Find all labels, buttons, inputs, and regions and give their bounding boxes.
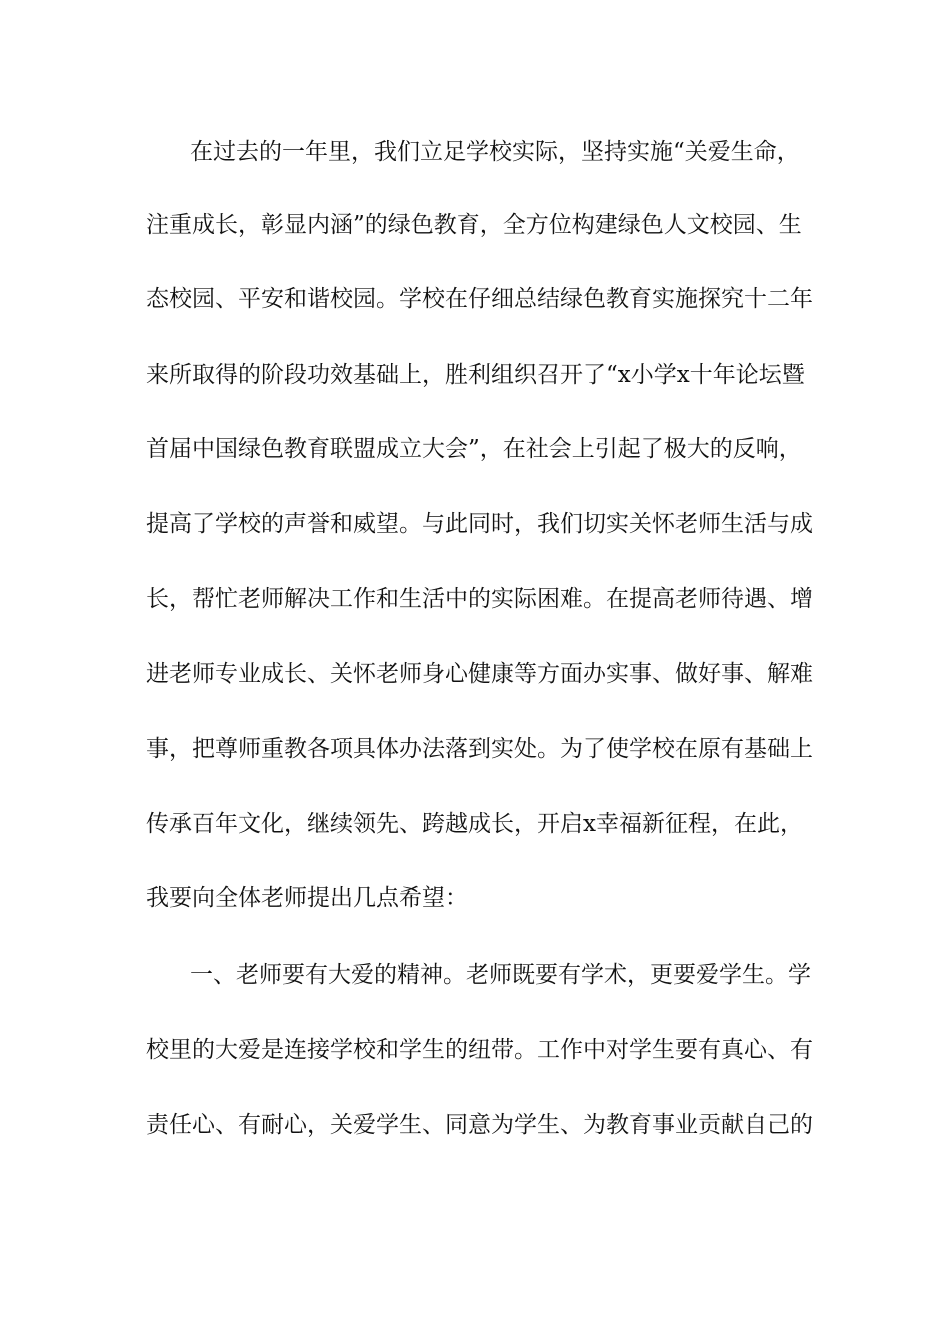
paragraph-line: 长，帮忙老师解决工作和生活中的实际困难。在提高老师待遇、增	[146, 586, 813, 612]
paragraph-line: 传承百年文化，继续领先、跨越成长，开启x幸福新征程，在此，	[146, 811, 803, 837]
paragraph-line: 态校园、平安和谐校园。学校在仔细总结绿色教育实施探究十二年	[146, 286, 813, 312]
paragraph-line: 提高了学校的声誉和威望。与此同时，我们切实关怀老师生活与成	[146, 511, 813, 537]
paragraph-line: 注重成长，彰显内涵”的绿色教育，全方位构建绿色人文校园、生	[146, 212, 802, 238]
paragraph-line: 来所取得的阶段功效基础上，胜利组织召开了“x小学x十年论坛暨	[146, 362, 805, 388]
paragraph-line: 校里的大爱是连接学校和学生的纽带。工作中对学生要有真心、有	[146, 1037, 813, 1063]
paragraph-line: 一、老师要有大爱的精神。老师既要有学术，更要爱学生。学	[190, 962, 811, 988]
paragraph-line: 进老师专业成长、关怀老师身心健康等方面办实事、做好事、解难	[146, 661, 813, 687]
paragraph-line: 首届中国绿色教育联盟成立大会”，在社会上引起了极大的反响，	[146, 436, 802, 462]
paragraph-line: 我要向全体老师提出几点希望：	[146, 885, 468, 911]
paragraph-line: 在过去的一年里，我们立足学校实际，坚持实施“关爱生命，	[190, 139, 800, 165]
paragraph-line: 责任心、有耐心，关爱学生、同意为学生、为教育事业贡献自己的	[146, 1112, 813, 1138]
paragraph-line: 事，把尊师重教各项具体办法落到实处。为了使学校在原有基础上	[146, 736, 813, 762]
